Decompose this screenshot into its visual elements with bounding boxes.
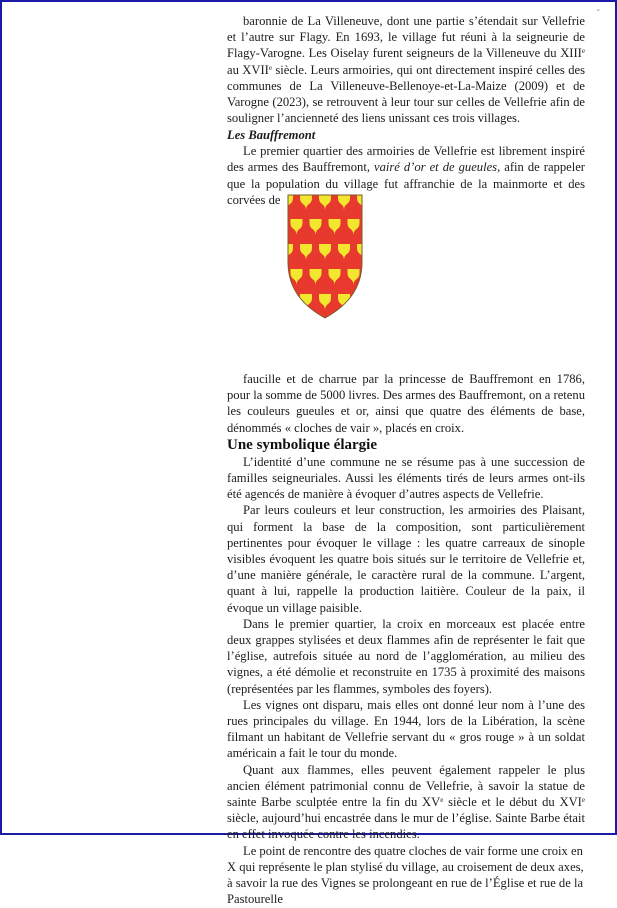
body-paragraph: Le point de rencontre des quatre cloches de vair forme une croix en X qui représente le plan stylisé du village, au croisement de deux axes, à savoir la rue des Vignes se prolongeant en rue de l’Église et rue de la Pastourelle (227, 843, 584, 907)
body-paragraph: L’identité d’une commune ne se résume pas à une succession de familles seigneuriales. Aussi les éléments tirés de leurs armes ont-ils été agencés de manière à évoquer d’autres aspects de Vellefrie. (227, 454, 585, 502)
page-mark: ˝ (596, 9, 600, 18)
intro-section (227, 13, 585, 126)
section-heading: Une symbolique élargie (227, 436, 377, 453)
bauffremont-subtitle: Les Bauffremont (227, 128, 316, 142)
bauffremont-section (227, 127, 585, 208)
intro-paragraph: baronnie de La Villeneuve, dont une partie s’étendait sur Vellefrie et l’autre sur Flagy. En 1693, le village fut réuni à la seigneurie de Flagy-Varogne. Les Oiselay furent seigneurs de la Villeneuve du XIIIe au XVIIe siècle. Leurs armoiries, qui ont directement inspiré celles des communes de La Villeneuve-Bellenoye-et-La-Maize (2009) et de Varogne (2023), se retrouvent à leur tour sur celles de Vellefrie afin de souligner l’ancienneté des liens unissant ces trois villages. (227, 14, 585, 126)
flammes-paragraph: Quant aux flammes, elles peuvent également rappeler le plus ancien élément patrimonial connu de Vellefrie, à savoir la statue de sainte Barbe sculptée entre la fin du XVe siècle et le début du XVIe siècle, aujourd’hui encastrée dans le mur de l’église. Sainte Barbe était en effet invoquée contre les incendies. (227, 762, 585, 842)
bauffremont-coat-of-arms-icon (287, 194, 363, 319)
body-paragraph: Par leurs couleurs et leur construction, les armoiries des Plaisant, qui forment la base de la composition, sont particulièrement pertinentes pour évoquer le village : les quatre carreaux de sinople visibles évoquent les quatre bois situés sur le territoire de Vellefrie et, d’une manière générale, le caractère rural de la commune. L’argent, quant à lui, rappelle la production laitière. Couleur de la paix, il évoque un village paisible. (227, 503, 585, 615)
body-paragraph: Les vignes ont disparu, mais elles ont donné leur nom à l’une des rues principales du village. En 1944, lors de la Libération, la scène filmant un habitant de Vellefrie servant du « gros rouge » à un soldat américain a fait le tour du monde. (227, 697, 585, 761)
bauffremont-paragraph: Le premier quartier des armoiries de Vellefrie est librement inspiré des armes des Bauffremont, vairé d’or et de gueules, afin de rappeler que la population du village fut affranchie de la mainmorte et des corvées de (227, 144, 585, 207)
continued-section (227, 371, 585, 908)
bauffremont-paragraph-continued: faucille et de charrue par la princesse de Bauffremont en 1786, pour la somme de 5000 livres. Des armes des Bauffremont, on a retenu les couleurs gueules et or, ainsi que quatre des éléments de base, dénommés « cloches de vair », placés en croix. (227, 372, 585, 435)
body-paragraph: Dans le premier quartier, la croix en morceaux est placée entre deux grappes stylisées et deux flammes afin de représenter le fait que l’église, autrefois située au nord de l’agglomération, au milieu des vignes, a été démolie et reconstruite en 1735 à proximité des maisons (représentées par les flammes, symboles des foyers). (227, 616, 585, 696)
